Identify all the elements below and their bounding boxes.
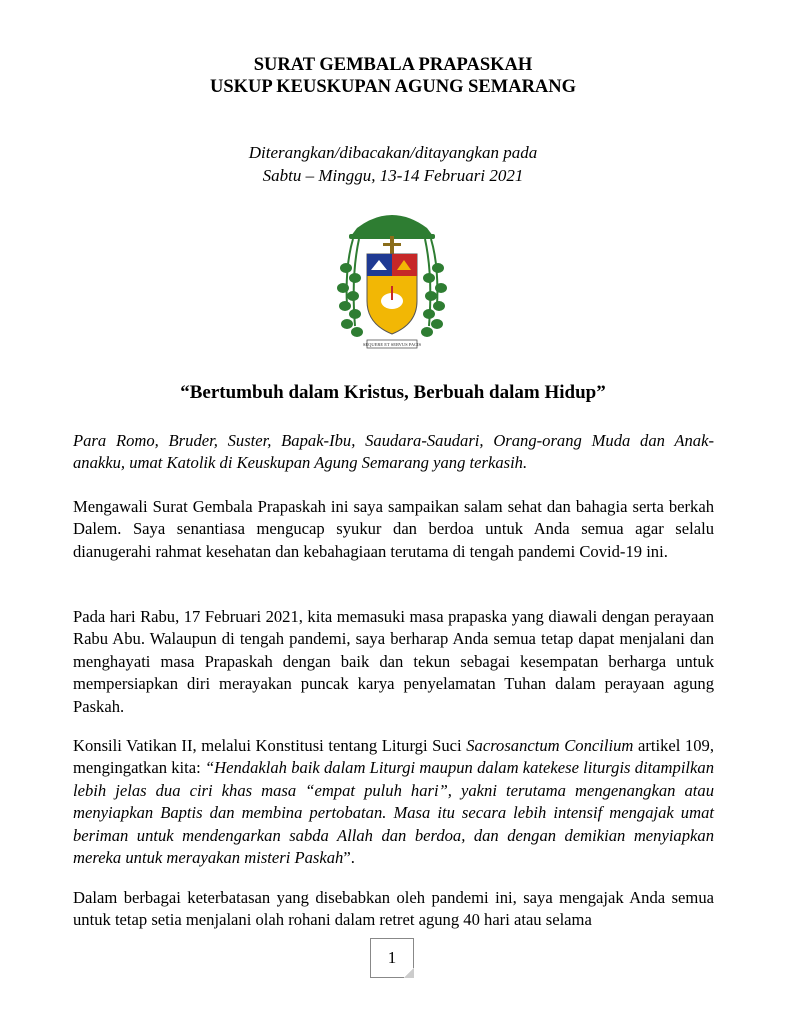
paragraph-3-part1: Konsili Vatikan II, melalui Konstitusi tentang Liturgi Suci	[73, 736, 467, 755]
paragraph-3-part3: ”.	[343, 848, 355, 868]
letter-title-line1: SURAT GEMBALA PRAPASKAH	[253, 55, 533, 75]
letter-theme: “Bertumbuh dalam Kristus, Berbuah dalam Hidup”	[180, 382, 606, 403]
paragraph-1: Mengawali Surat Gembala Prapaskah ini saya sampaikan salam sehat dan bahagia serta berkah Dalem. Saya senantiasa mengucap syukur dan berdoa untuk Anda semua agar selalu dianugerahi rahmat kesehatan dan kebahagiaan terutama di tengah pandemi Covid-19 ini.	[73, 497, 714, 561]
letter-subtitle-line2: Sabtu – Minggu, 13-14 Februari 2021	[262, 166, 524, 185]
council-quote: “Hendaklah baik dalam Liturgi maupun dalam katekese liturgis ditampilkan lebih jelas dua ciri khas masa “empat puluh hari”, yakni terutama mengenangkan atau menyiapkan Baptis dan membina pertobatan. Masa itu secara lebih intensif mengajak umat beriman untuk mendengarkan sabda Allah dan berdoa, dan dengan demikian menyiapkan mereka untuk merayakan misteri Paskah	[73, 758, 714, 868]
paragraph-4: Dalam berbagai keterbatasan yang disebabkan oleh pandemi ini, saya mengajak Anda semua untuk tetap setia menjalani olah rohani dalam retret agung 40 hari atau selama	[73, 888, 714, 930]
letter-title-line2: USKUP KEUSKUPAN AGUNG SEMARANG	[209, 77, 577, 97]
paragraph-3-part2: artikel 109, mengingatkan kita:	[73, 736, 714, 778]
paragraph-3	[73, 735, 714, 869]
episcopal-coat-of-arms-icon	[337, 206, 447, 351]
crest-motto: SEQUERE ET SERVUS PACIS	[362, 342, 422, 347]
page-number: 1	[370, 938, 414, 978]
paragraph-2: Pada hari Rabu, 17 Februari 2021, kita memasuki masa prapaska yang diawali dengan perayaan Rabu Abu. Walaupun di tengah pandemi, saya berharap Anda semua tetap dapat menjalani dan menghayati masa Prapaskah dengan baik dan tekun sebagai kesempatan berharga untuk mempersiapkan diri merayakan puncak karya penyelamatan Tuhan dalam perayaan agung Paskah.	[73, 607, 714, 716]
document-title: Sacrosanctum Concilium	[466, 736, 634, 755]
letter-subtitle-line1: Diterangkan/dibacakan/ditayangkan pada	[248, 143, 538, 162]
greeting-paragraph: Para Romo, Bruder, Suster, Bapak-Ibu, Saudara-Saudari, Orang-orang Muda dan Anak-anakku, umat Katolik di Keuskupan Agung Semarang yang terkasih.	[73, 431, 714, 473]
